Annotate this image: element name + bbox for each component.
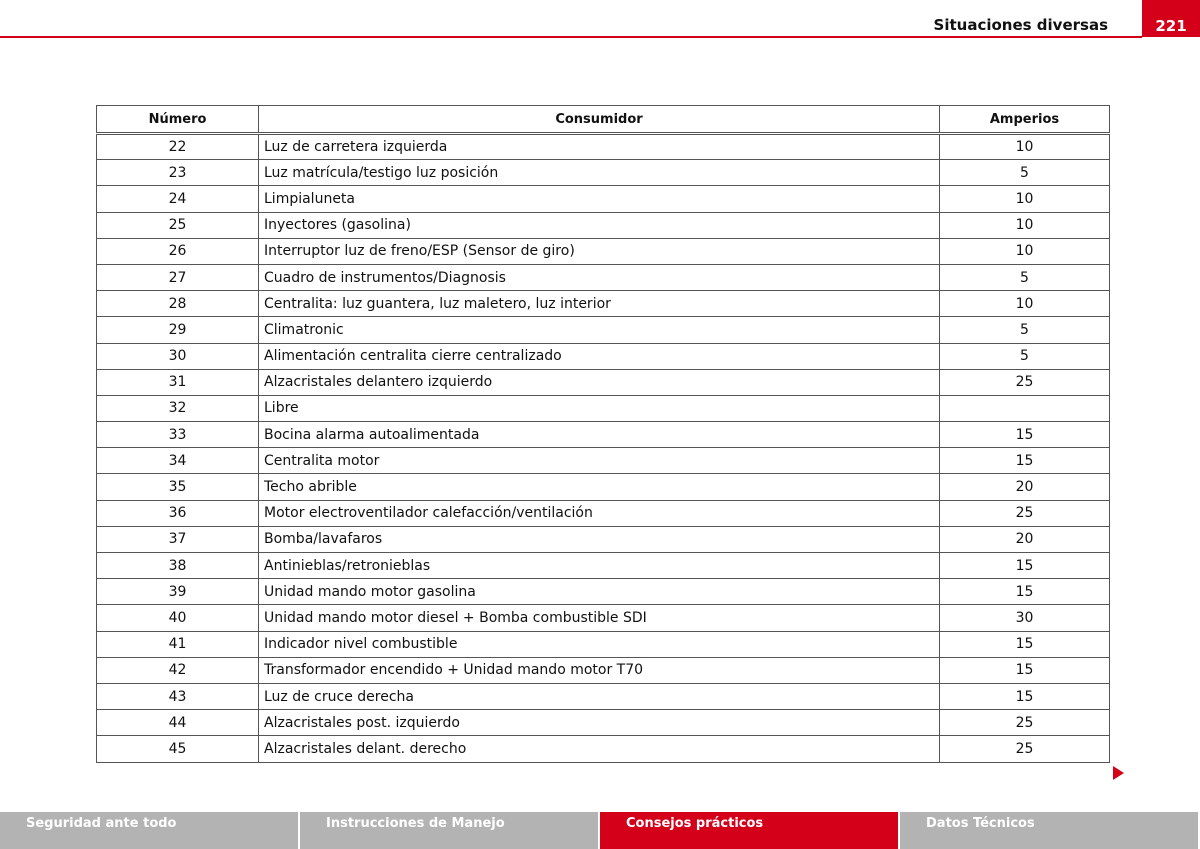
cell-number: 45 [97, 736, 259, 762]
table-row [97, 186, 1110, 212]
cell-consumer: Climatronic [259, 317, 940, 343]
cell-number: 25 [97, 212, 259, 238]
cell-amperes: 25 [940, 710, 1110, 736]
table-row [97, 422, 1110, 448]
table-row [97, 395, 1110, 421]
cell-number: 29 [97, 317, 259, 343]
cell-number: 23 [97, 160, 259, 186]
cell-consumer: Luz matrícula/testigo luz posición [259, 160, 940, 186]
cell-consumer: Bomba/lavafaros [259, 526, 940, 552]
cell-consumer: Centralita motor [259, 448, 940, 474]
cell-amperes: 5 [940, 343, 1110, 369]
cell-amperes: 10 [940, 134, 1110, 160]
cell-amperes: 25 [940, 736, 1110, 762]
table-row [97, 317, 1110, 343]
cell-number: 34 [97, 448, 259, 474]
cell-amperes: 5 [940, 317, 1110, 343]
cell-number: 41 [97, 631, 259, 657]
table-row [97, 134, 1110, 160]
cell-amperes: 25 [940, 500, 1110, 526]
table-row [97, 291, 1110, 317]
cell-amperes: 30 [940, 605, 1110, 631]
section-title: Situaciones diversas [933, 16, 1108, 34]
table-row [97, 448, 1110, 474]
cell-consumer: Antinieblas/retronieblas [259, 553, 940, 579]
table-row [97, 526, 1110, 552]
cell-number: 22 [97, 134, 259, 160]
table-header-row [97, 106, 1110, 134]
cell-amperes: 15 [940, 683, 1110, 709]
cell-consumer: Motor electroventilador calefacción/ventilación [259, 500, 940, 526]
cell-number: 26 [97, 238, 259, 264]
tab-seguridad[interactable]: Seguridad ante todo [0, 812, 298, 849]
cell-number: 43 [97, 683, 259, 709]
cell-number: 27 [97, 264, 259, 290]
tab-consejos[interactable]: Consejos prácticos [600, 812, 898, 849]
cell-number: 38 [97, 553, 259, 579]
table-row [97, 631, 1110, 657]
table-row [97, 657, 1110, 683]
cell-number: 42 [97, 657, 259, 683]
cell-number: 35 [97, 474, 259, 500]
page-number: 221 [1142, 0, 1200, 37]
cell-consumer: Alimentación centralita cierre centralizado [259, 343, 940, 369]
cell-number: 32 [97, 395, 259, 421]
cell-consumer: Libre [259, 395, 940, 421]
cell-consumer: Centralita: luz guantera, luz maletero, luz interior [259, 291, 940, 317]
table-row [97, 710, 1110, 736]
table-row [97, 343, 1110, 369]
table-row [97, 736, 1110, 762]
column-header-amperes: Amperios [940, 106, 1110, 134]
cell-number: 44 [97, 710, 259, 736]
cell-amperes: 20 [940, 474, 1110, 500]
cell-consumer: Inyectores (gasolina) [259, 212, 940, 238]
tab-instrucciones[interactable]: Instrucciones de Manejo [300, 812, 598, 849]
cell-consumer: Interruptor luz de freno/ESP (Sensor de giro) [259, 238, 940, 264]
column-header-consumer: Consumidor [259, 106, 940, 134]
cell-number: 31 [97, 369, 259, 395]
table-row [97, 683, 1110, 709]
cell-number: 36 [97, 500, 259, 526]
cell-consumer: Alzacristales delantero izquierdo [259, 369, 940, 395]
table-row [97, 369, 1110, 395]
cell-consumer: Limpialuneta [259, 186, 940, 212]
cell-consumer: Bocina alarma autoalimentada [259, 422, 940, 448]
table-row [97, 212, 1110, 238]
cell-consumer: Alzacristales post. izquierdo [259, 710, 940, 736]
table-body [97, 134, 1110, 763]
cell-number: 37 [97, 526, 259, 552]
cell-amperes: 10 [940, 238, 1110, 264]
cell-amperes: 15 [940, 657, 1110, 683]
cell-consumer: Techo abrible [259, 474, 940, 500]
table-row [97, 579, 1110, 605]
table-row [97, 474, 1110, 500]
cell-number: 33 [97, 422, 259, 448]
cell-number: 30 [97, 343, 259, 369]
cell-amperes: 10 [940, 212, 1110, 238]
cell-amperes [940, 395, 1110, 421]
table-row [97, 605, 1110, 631]
cell-consumer: Transformador encendido + Unidad mando motor T70 [259, 657, 940, 683]
cell-consumer: Luz de carretera izquierda [259, 134, 940, 160]
column-header-number: Número [97, 106, 259, 134]
cell-number: 24 [97, 186, 259, 212]
cell-amperes: 5 [940, 264, 1110, 290]
table-row [97, 553, 1110, 579]
cell-number: 28 [97, 291, 259, 317]
cell-consumer: Alzacristales delant. derecho [259, 736, 940, 762]
cell-amperes: 5 [940, 160, 1110, 186]
header-divider [0, 36, 1142, 38]
cell-amperes: 15 [940, 553, 1110, 579]
cell-amperes: 20 [940, 526, 1110, 552]
cell-amperes: 25 [940, 369, 1110, 395]
tab-datos-tecnicos[interactable]: Datos Técnicos [900, 812, 1198, 849]
arrow-right-icon[interactable] [1113, 766, 1124, 780]
cell-amperes: 15 [940, 631, 1110, 657]
cell-amperes: 15 [940, 422, 1110, 448]
cell-consumer: Unidad mando motor diesel + Bomba combustible SDI [259, 605, 940, 631]
cell-number: 40 [97, 605, 259, 631]
table-row [97, 238, 1110, 264]
table-row [97, 264, 1110, 290]
table-row [97, 160, 1110, 186]
cell-consumer: Cuadro de instrumentos/Diagnosis [259, 264, 940, 290]
cell-consumer: Unidad mando motor gasolina [259, 579, 940, 605]
cell-amperes: 15 [940, 579, 1110, 605]
cell-consumer: Luz de cruce derecha [259, 683, 940, 709]
cell-amperes: 10 [940, 291, 1110, 317]
footer-nav [0, 812, 1200, 849]
cell-consumer: Indicador nivel combustible [259, 631, 940, 657]
cell-number: 39 [97, 579, 259, 605]
cell-amperes: 10 [940, 186, 1110, 212]
table-row [97, 500, 1110, 526]
fuse-table [96, 105, 1110, 763]
cell-amperes: 15 [940, 448, 1110, 474]
